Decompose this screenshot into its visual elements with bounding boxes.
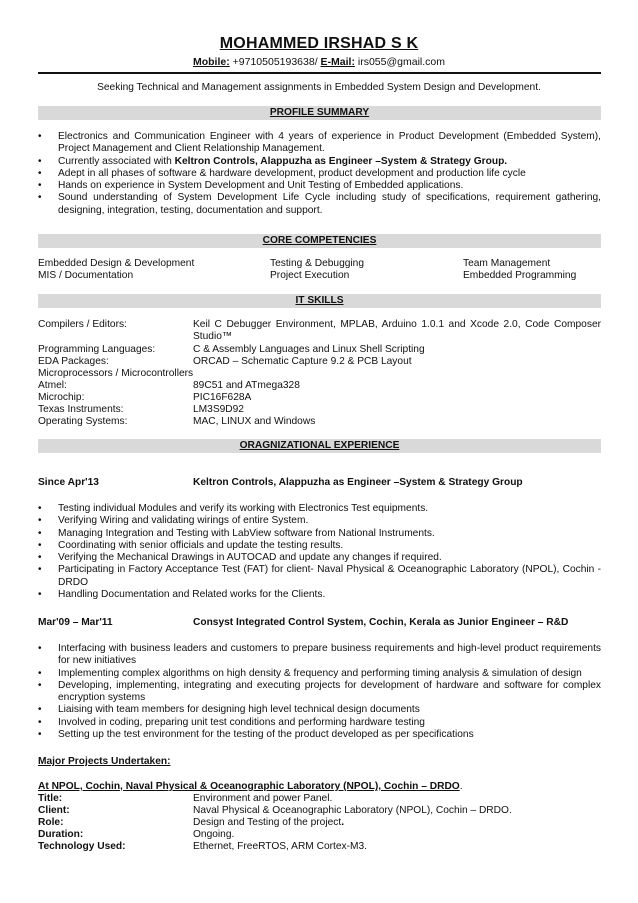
skill-value: ORCAD – Schematic Capture 9.2 & PCB Layout xyxy=(193,356,412,367)
list-item: • Testing individual Modules and verify its working with Electronics Test equipments. xyxy=(38,503,601,515)
skill-value: LM3S9D92 xyxy=(193,404,244,415)
job-duties-list xyxy=(38,643,601,741)
project-label: Client: xyxy=(38,805,70,816)
project-value: Ongoing. xyxy=(193,829,235,840)
project-value: Ethernet, FreeRTOS, ARM Cortex-M3. xyxy=(193,841,367,852)
section-core-competencies: CORE COMPETENCIES xyxy=(38,234,601,248)
current-company: Keltron Controls, Alappuzha as Engineer –System & Strategy Group. xyxy=(174,155,508,167)
header-divider xyxy=(38,72,601,74)
career-objective: Seeking Technical and Management assignments in Embedded System Design and Development. xyxy=(97,82,541,93)
list-item: • Interfacing with business leaders and customers to prepare business requirements and high-level product requirements for new initiatives xyxy=(38,643,601,668)
skill-label: Microprocessors / Microcontrollers xyxy=(38,368,194,379)
competency-item: MIS / Documentation xyxy=(38,270,134,281)
section-profile-summary: PROFILE SUMMARY xyxy=(38,106,601,120)
list-item: • Implementing complex algorithms on high density & frequency and performing timing analysis & simulation of design xyxy=(38,668,601,680)
competency-item: Team Management xyxy=(463,258,551,269)
list-item: • Verifying the Mechanical Drawings in AUTOCAD and update any changes if required. xyxy=(38,552,601,564)
project-role-text: Design and Testing of the project xyxy=(193,817,342,828)
job-date: Mar'09 – Mar'11 xyxy=(38,617,113,628)
project-value: Environment and power Panel. xyxy=(193,793,333,804)
mobile-number: +9710505193638/ xyxy=(232,56,318,68)
skill-value: C & Assembly Languages and Linux Shell Scripting xyxy=(193,344,425,355)
candidate-name: MOHAMMED IRSHAD S K xyxy=(219,35,419,52)
profile-list xyxy=(38,131,601,217)
mobile-label: Mobile: xyxy=(192,56,230,68)
list-item xyxy=(38,156,601,168)
competency-item: Testing & Debugging xyxy=(270,258,365,269)
job-duties-list xyxy=(38,503,601,601)
list-item: • Participating in Factory Acceptance Test (FAT) for client- Naval Physical & Oceanographic Laboratory (NPOL), Cochin - DRDO xyxy=(38,564,601,589)
project-value: Naval Physical & Oceanographic Laboratory (NPOL), Cochin – DRDO. xyxy=(193,805,512,816)
list-item: • Involved in coding, preparing unit test conditions and performing hardware testing xyxy=(38,717,601,729)
list-item: • Developing, implementing, integrating and executing projects for development of hardware and software for complex encryption systems xyxy=(38,680,601,705)
competency-item: Embedded Programming xyxy=(463,270,577,281)
list-item: • Hands on experience in System Development and Unit Testing of Embedded applications. xyxy=(38,180,601,192)
job-date: Since Apr'13 xyxy=(38,477,99,488)
email-label: E-Mail: xyxy=(320,56,355,68)
skill-label: Compilers / Editors: xyxy=(38,319,127,330)
project-client-line: At NPOL, Cochin, Naval Physical & Oceanographic Laboratory (NPOL), Cochin – DRDO. xyxy=(38,781,463,792)
skill-label: Atmel: xyxy=(38,380,67,391)
list-item-text: Currently associated with xyxy=(58,155,175,167)
section-it-skills: IT SKILLS xyxy=(38,294,601,308)
skill-label: EDA Packages: xyxy=(38,356,109,367)
project-value: Design and Testing of the project. xyxy=(193,817,345,828)
list-item: • Managing Integration and Testing with LabView software from National Instruments. xyxy=(38,528,601,540)
job-title: Consyst Integrated Control System, Cochin, Kerala as Junior Engineer – R&D xyxy=(193,617,569,628)
project-client-heading: At NPOL, Cochin, Naval Physical & Oceanographic Laboratory (NPOL), Cochin – DRDO xyxy=(38,781,460,792)
list-item: • Liaising with team members for designing high level technical design documents xyxy=(38,704,601,716)
project-label: Technology Used: xyxy=(38,841,126,852)
skill-label: Programming Languages: xyxy=(38,344,156,355)
skill-label: Operating Systems: xyxy=(38,416,128,427)
skill-value: Keil C Debugger Environment, MPLAB, Arduino 1.0.1 and Xcode 2.0, Code Composer Studio™ xyxy=(193,319,601,343)
list-item: • Electronics and Communication Engineer with 4 years of experience in Product Development (Embedded System), Project Management and Client Relationship Management. xyxy=(38,131,601,156)
projects-heading xyxy=(38,756,601,768)
list-item: • Verifying Wiring and validating wirings of entire System. xyxy=(38,515,601,527)
project-label: Duration: xyxy=(38,829,84,840)
list-item: • Coordinating with senior officials and update the testing results. xyxy=(38,540,601,552)
competency-item: Project Execution xyxy=(270,270,350,281)
skill-value: PIC16F628A xyxy=(193,392,252,403)
job-title: Keltron Controls, Alappuzha as Engineer –System & Strategy Group xyxy=(193,477,523,488)
list-item: • Adept in all phases of software & hardware development, product development and production life cycle xyxy=(38,168,601,180)
project-label: Role: xyxy=(38,817,64,828)
skill-value: MAC, LINUX and Windows xyxy=(193,416,316,427)
list-item: • Setting up the test environment for the testing of the product developed as per specifications xyxy=(38,729,601,741)
skill-label: Microchip: xyxy=(38,392,85,403)
email-address: irs055@gmail.com xyxy=(357,56,445,68)
competency-item: Embedded Design & Development xyxy=(38,258,195,269)
list-item: • Sound understanding of System Development Life Cycle including study of specifications, requirement gathering, designing, integration, testing, documentation and support. xyxy=(38,192,601,217)
skill-value: 89C51 and ATmega328 xyxy=(193,380,300,391)
skill-label: Texas Instruments: xyxy=(38,404,124,415)
contact-line xyxy=(0,56,638,68)
list-item: • Handling Documentation and Related works for the Clients. xyxy=(38,589,601,601)
project-label: Title: xyxy=(38,793,63,804)
projects-heading-text: Major Projects Undertaken: xyxy=(38,756,171,767)
section-organizational-experience: ORAGNIZATIONAL EXPERIENCE xyxy=(38,439,601,453)
